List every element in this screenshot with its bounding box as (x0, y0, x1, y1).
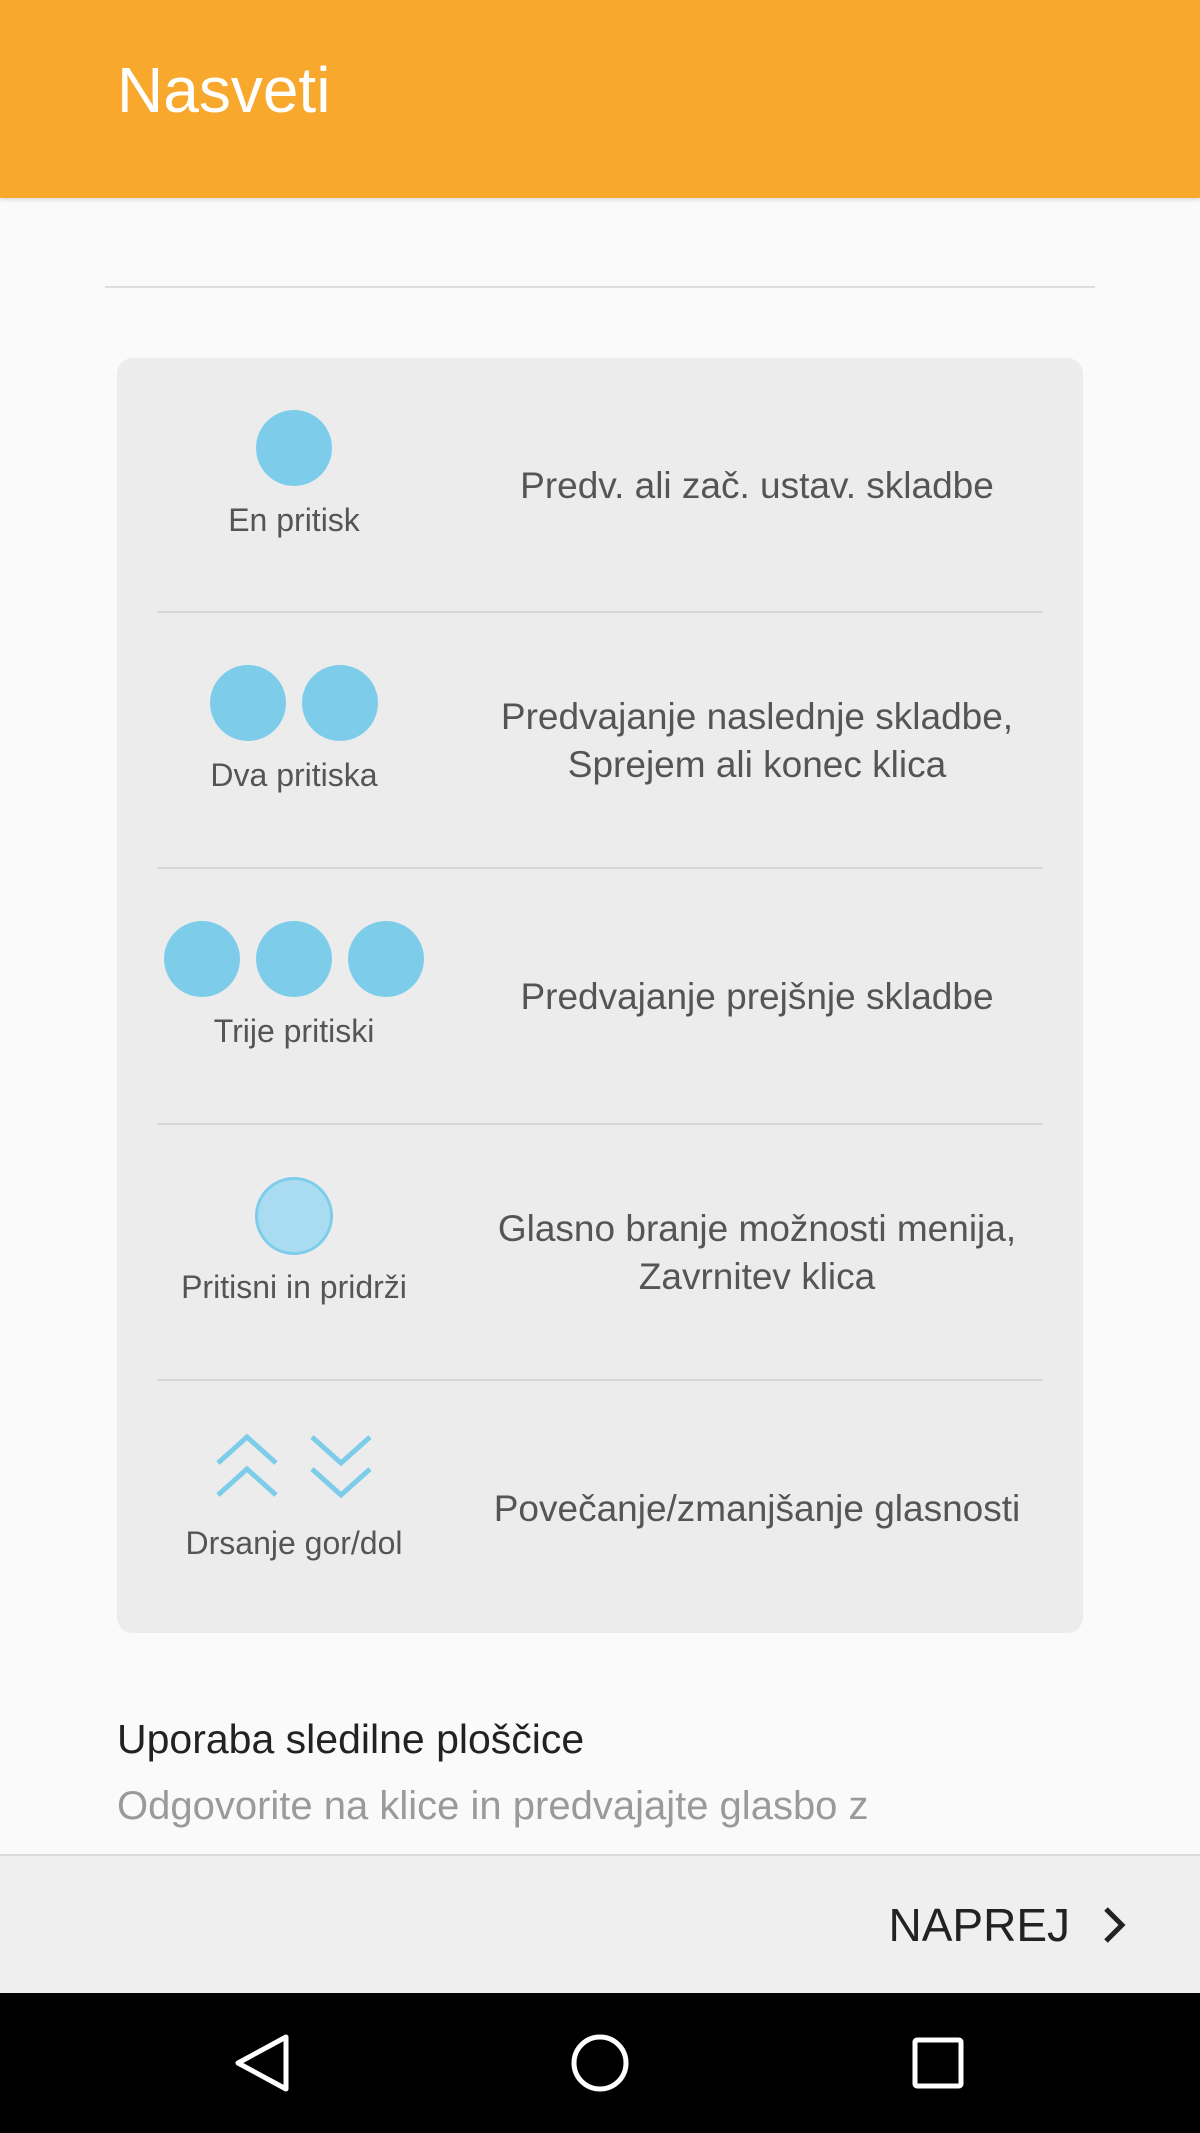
gesture-row-swipe (117, 1381, 1083, 1636)
gesture-label: Dva pritiska (210, 757, 378, 793)
gesture-row-triple (117, 869, 1083, 1124)
app-bar (0, 0, 1200, 198)
gesture-label: Pritisni in pridrži (181, 1269, 407, 1305)
chevron-right-icon (1100, 1905, 1130, 1945)
single-dot-icon (117, 410, 471, 488)
page-title: Nasveti (117, 54, 331, 126)
dot-icon (256, 921, 332, 997)
system-nav-bar (0, 1993, 1200, 2133)
home-circle-icon[interactable] (566, 2029, 634, 2097)
next-button[interactable] (889, 1856, 1130, 1993)
gesture-action: Povečanje/zmanjšanje glasnosti (493, 1487, 1021, 1529)
hold-dot-icon (117, 1177, 471, 1255)
dot-icon (164, 921, 240, 997)
gesture-row-hold (117, 1125, 1083, 1380)
gesture-label: Drsanje gor/dol (185, 1525, 403, 1561)
back-triangle-icon[interactable] (228, 2029, 296, 2097)
gesture-guide-card (117, 358, 1083, 1633)
gesture-row-single (117, 358, 1083, 613)
recents-square-icon[interactable] (904, 2029, 972, 2097)
content-scroll-area[interactable] (0, 198, 1200, 1854)
swipe-up-down-icon (117, 1433, 471, 1511)
dot-icon (302, 665, 378, 741)
swipe-down-icon (308, 1433, 374, 1499)
double-dot-icon (117, 665, 471, 743)
hold-dot-icon (255, 1177, 333, 1255)
triple-dot-icon (117, 921, 471, 999)
section-title: Uporaba sledilne ploščice (117, 1716, 585, 1762)
section-description: Odgovorite na klice in predvajajte glasbo z (117, 1784, 869, 1828)
swipe-up-icon (214, 1433, 280, 1499)
divider (105, 286, 1095, 288)
dot-icon (210, 665, 286, 741)
gesture-action: Predv. ali zač. ustav. skladbe (520, 464, 994, 506)
gesture-row-double (117, 613, 1083, 868)
gesture-label: En pritisk (228, 502, 360, 538)
gesture-action: Predvajanje naslednje skladbe, Sprejem ali konec klica (500, 695, 1014, 785)
bottom-action-bar (0, 1854, 1200, 1993)
dot-icon (256, 410, 332, 486)
gesture-label: Trije pritiski (213, 1013, 375, 1049)
gesture-action: Predvajanje prejšnje skladbe (520, 975, 994, 1017)
next-button-label: NAPREJ (888, 1898, 1070, 1951)
dot-icon (348, 921, 424, 997)
gesture-action: Glasno branje možnosti menija, Zavrnitev klica (497, 1207, 1017, 1297)
